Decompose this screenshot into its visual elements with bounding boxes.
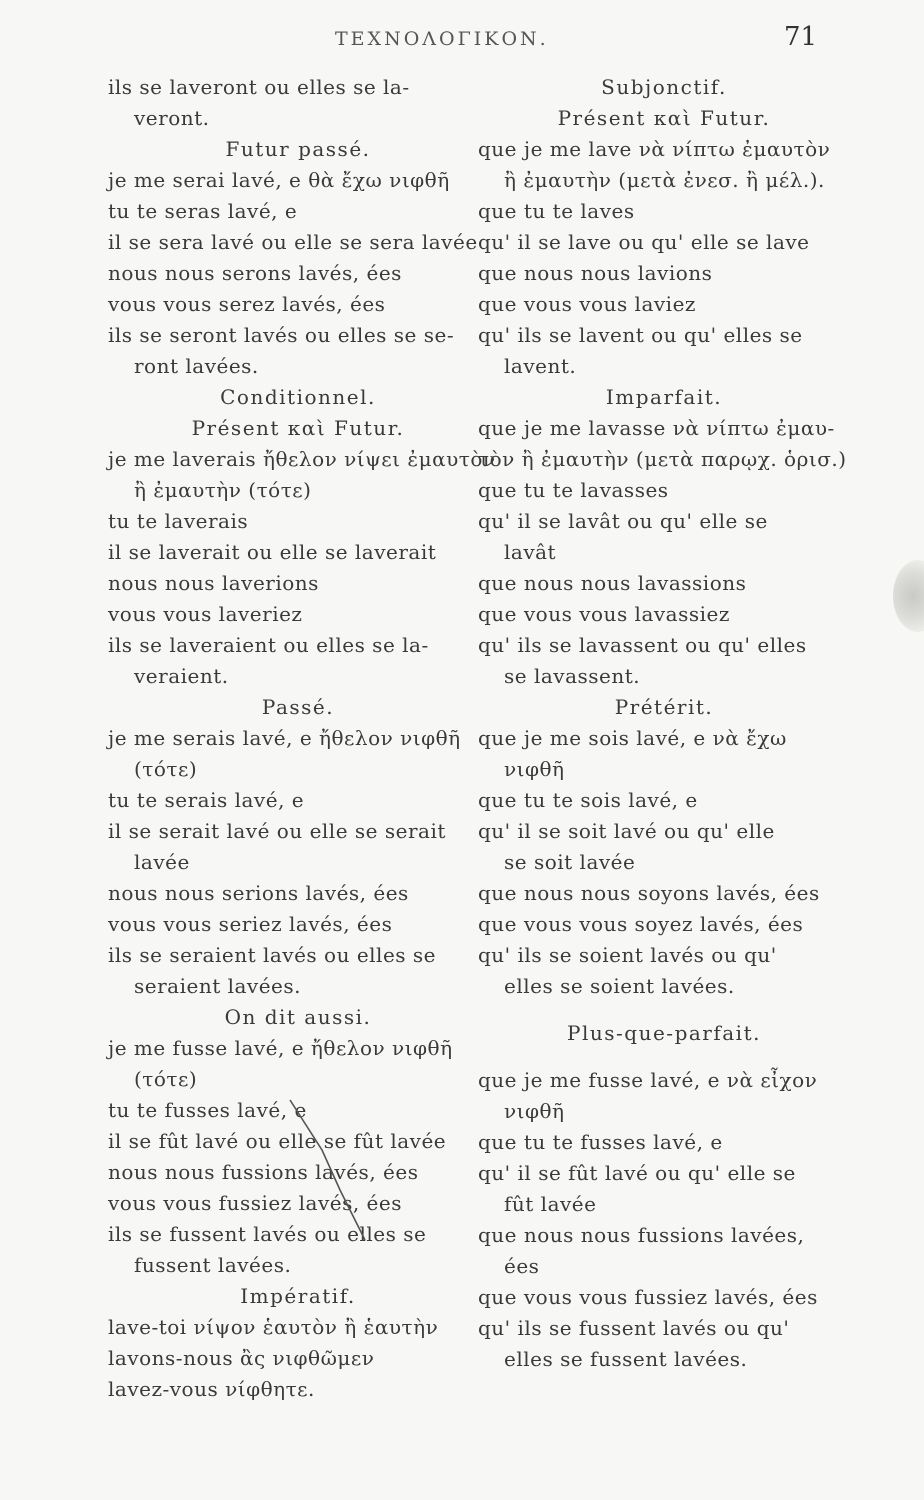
right-text-line: que vous vous soyez lavés, ées: [478, 912, 804, 936]
right-text-line: τὸν ἢ ἐμαυτὴν (μετὰ παρῳχ. ὁρισ.): [478, 447, 847, 471]
left-text-line: je me serais lavé, e ἤθελον νιφθῆ: [108, 726, 461, 750]
right-text-line: que nous nous lavions: [478, 261, 713, 285]
right-section-heading: Présent καὶ Futur.: [557, 106, 771, 130]
left-text-line: il se sera lavé ou elle se sera lavée: [108, 230, 478, 254]
right-text-line: que nous nous lavassions: [478, 571, 747, 595]
left-section-heading: On dit aussi.: [224, 1005, 372, 1029]
right-text-line: que nous nous soyons lavés, ées: [478, 881, 820, 905]
right-text-line: que je me fusse lavé, e νὰ εἶχον: [478, 1068, 818, 1092]
left-text-line: vous vous laveriez: [108, 602, 303, 626]
right-spacer: [478, 1049, 850, 1065]
right-text-line: que je me lave νὰ νίπτω ἐμαυτὸν: [478, 137, 831, 161]
left-text-line: lavons-nous ἂς νιφθῶμεν: [108, 1346, 375, 1370]
left-continuation-line: (τότε): [134, 1067, 198, 1091]
right-text-line: que vous vous fussiez lavés, ées: [478, 1285, 818, 1309]
right-text-line: qu' ils se soient lavés ou qu': [478, 943, 777, 967]
page-number: 71: [784, 22, 818, 52]
left-text-line: lavez-vous νίφθητε.: [108, 1377, 315, 1401]
right-text-line: qu' il se lave ou qu' elle se lave: [478, 230, 810, 254]
left-text-line: vous vous serez lavés, ées: [108, 292, 386, 316]
left-text-line: je me fusse lavé, e ἤθελον νιφθῆ: [108, 1036, 453, 1060]
left-continuation-line: veront.: [134, 106, 210, 130]
right-text-line: qu' ils se lavent ou qu' elles se: [478, 323, 803, 347]
left-section-heading: Présent καὶ Futur.: [191, 416, 405, 440]
page-stain: [893, 560, 924, 632]
left-text-line: il se fût lavé ou elle se fût lavée: [108, 1129, 447, 1153]
right-section-heading: Subjonctif.: [601, 75, 727, 99]
left-text-line: il se laverait ou elle se laverait: [108, 540, 437, 564]
right-continuation-line: se soit lavée: [504, 850, 636, 874]
left-continuation-line: ront lavées.: [134, 354, 259, 378]
right-continuation-line: lavent.: [504, 354, 577, 378]
right-section-heading: Plus-que-parfait.: [567, 1021, 761, 1045]
left-text-line: vous vous seriez lavés, ées: [108, 912, 393, 936]
right-text-line: que tu te fusses lavé, e: [478, 1130, 723, 1154]
left-text-line: nous nous serions lavés, ées: [108, 881, 409, 905]
right-continuation-line: ἢ ἐμαυτὴν (μετὰ ἐνεσ. ἢ μέλ.).: [504, 168, 825, 192]
right-text-line: que je me lavasse νὰ νίπτω ἐμαυ-: [478, 416, 835, 440]
right-continuation-line: elles se soient lavées.: [504, 974, 735, 998]
page-header: [0, 22, 924, 58]
right-continuation-line: νιφθῆ: [504, 1099, 565, 1123]
left-text-line: tu te seras lavé, e: [108, 199, 298, 223]
left-text-line: ils se seront lavés ou elles se se-: [108, 323, 455, 347]
left-text-line: tu te fusses lavé, e: [108, 1098, 307, 1122]
left-continuation-line: lavée: [134, 850, 190, 874]
right-text-line: que vous vous laviez: [478, 292, 696, 316]
right-continuation-line: ées: [504, 1254, 540, 1278]
left-text-line: nous nous laverions: [108, 571, 319, 595]
left-section-heading: Futur passé.: [225, 137, 371, 161]
left-column: [108, 72, 496, 1405]
left-continuation-line: seraient lavées.: [134, 974, 302, 998]
right-column: [478, 72, 850, 1375]
right-text-line: que je me sois lavé, e νὰ ἔχω: [478, 726, 787, 750]
right-text-line: qu' il se fût lavé ou qu' elle se: [478, 1161, 796, 1185]
right-continuation-line: fût lavée: [504, 1192, 597, 1216]
left-continuation-line: veraient.: [134, 664, 229, 688]
left-text-line: je me serai lavé, e θὰ ἔχω νιφθῆ: [108, 168, 450, 192]
left-continuation-line: (τότε): [134, 757, 198, 781]
right-text-line: que vous vous lavassiez: [478, 602, 730, 626]
left-text-line: nous nous fussions lavés, ées: [108, 1160, 419, 1184]
left-text-line: ils se fussent lavés ou elles se: [108, 1222, 427, 1246]
left-continuation-line: fussent lavées.: [134, 1253, 292, 1277]
left-text-line: tu te laverais: [108, 509, 249, 533]
right-continuation-line: elles se fussent lavées.: [504, 1347, 748, 1371]
right-continuation-line: νιφθῆ: [504, 757, 565, 781]
left-section-heading: Impératif.: [240, 1284, 356, 1308]
left-text-line: il se serait lavé ou elle se serait: [108, 819, 446, 843]
right-spacer: [478, 1002, 850, 1018]
left-section-heading: Conditionnel.: [220, 385, 376, 409]
left-text-line: lave-toi νίψον ἑαυτὸν ἢ ἑαυτὴν: [108, 1315, 439, 1339]
left-continuation-line: ἢ ἐμαυτὴν (τότε): [134, 478, 312, 502]
left-text-line: je me laverais ἤθελον νίψει ἐμαυτὸν: [108, 447, 496, 471]
right-text-line: qu' il se lavât ou qu' elle se: [478, 509, 768, 533]
left-text-line: ils se laveront ou elles se la-: [108, 75, 410, 99]
left-text-line: nous nous serons lavés, ées: [108, 261, 402, 285]
right-text-line: que tu te laves: [478, 199, 635, 223]
right-continuation-line: se lavassent.: [504, 664, 641, 688]
left-section-heading: Passé.: [261, 695, 335, 719]
right-section-heading: Prétérit.: [614, 695, 714, 719]
right-text-line: qu' ils se fussent lavés ou qu': [478, 1316, 790, 1340]
running-head: ΤΕΧΝΟΛΟΓΙΚΟΝ.: [335, 28, 549, 50]
right-continuation-line: lavât: [504, 540, 557, 564]
right-text-line: que nous nous fussions lavées,: [478, 1223, 805, 1247]
right-text-line: qu' il se soit lavé ou qu' elle: [478, 819, 775, 843]
left-text-line: ils se laveraient ou elles se la-: [108, 633, 429, 657]
left-text-line: tu te serais lavé, e: [108, 788, 305, 812]
right-text-line: que tu te lavasses: [478, 478, 669, 502]
left-text-line: ils se seraient lavés ou elles se: [108, 943, 437, 967]
right-section-heading: Imparfait.: [605, 385, 723, 409]
left-text-line: vous vous fussiez lavés, ées: [108, 1191, 402, 1215]
right-text-line: qu' ils se lavassent ou qu' elles: [478, 633, 807, 657]
right-text-line: que tu te sois lavé, e: [478, 788, 698, 812]
